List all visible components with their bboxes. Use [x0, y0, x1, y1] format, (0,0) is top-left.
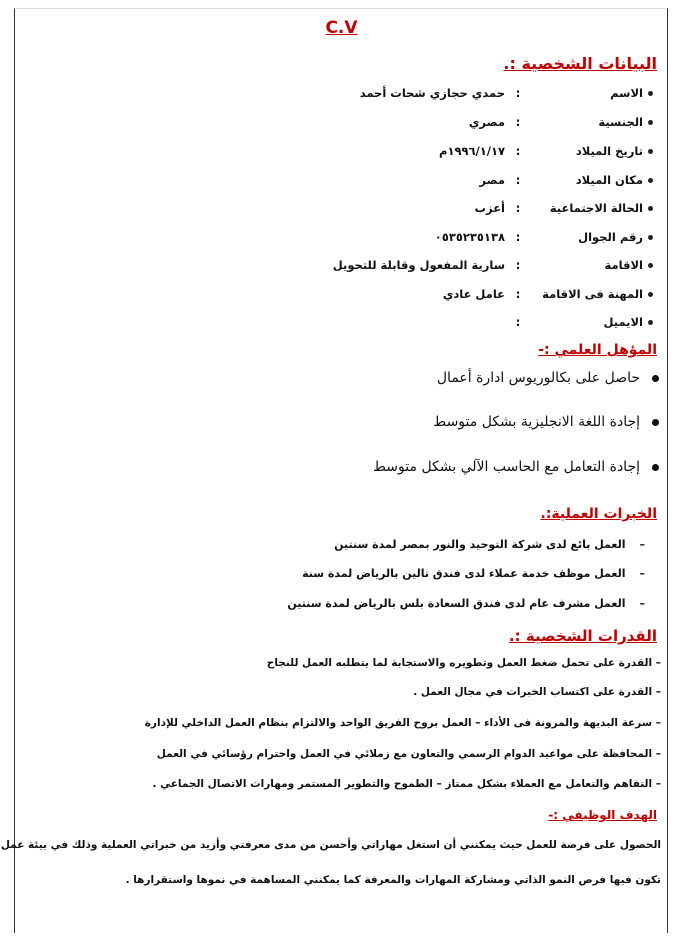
- row-label: مكان الميلاد: [575, 173, 643, 187]
- dash-icon: –: [639, 567, 645, 580]
- bullet-icon: [648, 263, 653, 268]
- personal-row-profession: [0, 287, 683, 305]
- row-separator: :: [515, 230, 521, 244]
- row-separator: :: [515, 201, 521, 215]
- abilities-heading: القدرات الشخصية :.: [508, 627, 657, 645]
- qualification-item: إجادة التعامل مع الحاسب الآلي بشكل متوسط: [373, 459, 659, 475]
- experience-item: –العمل مشرف عام لدى فندق السعادة بلس بالرياض لمدة سنتين: [287, 597, 645, 610]
- bullet-icon: [648, 91, 653, 96]
- row-label: تاريخ الميلاد: [575, 144, 643, 158]
- dash-icon: –: [639, 597, 645, 610]
- bullet-icon: [648, 320, 653, 325]
- row-label: الجنسية: [598, 115, 643, 129]
- bullet-icon: [652, 375, 659, 382]
- row-separator: :: [515, 287, 521, 301]
- row-value: مصري: [468, 115, 505, 129]
- ability-line: – سرعة البديهة والمرونة فى الأداء – العمل بروح الفريق الواحد والالتزام بنظام العمل الداخلي للإدارة: [144, 717, 661, 729]
- row-separator: :: [515, 115, 521, 129]
- ability-line: – التفاهم والتعامل مع العملاء بشكل ممتاز – الطموح والتطوير المستمر ومهارات الاتصال الجماعي .: [152, 778, 661, 790]
- row-separator: :: [515, 173, 521, 187]
- row-label: الحالة الاجتماعية: [549, 201, 643, 215]
- objective-heading: الهدف الوظيفي :-: [548, 808, 657, 822]
- row-label: الاقامة: [604, 258, 643, 272]
- row-value: عامل عادي: [442, 287, 505, 301]
- row-value: سارية المفعول وقابلة للتحويل: [332, 258, 505, 272]
- bullet-icon: [648, 235, 653, 240]
- row-value: ١٩٩٦/١/١٧م: [439, 144, 505, 158]
- experience-heading: الخبرات العملية:.: [540, 506, 657, 522]
- row-value: ٠٥٣٥٢٣٥١٣٨: [434, 230, 505, 244]
- row-label: المهنة فى الاقامة: [542, 287, 643, 301]
- dash-icon: –: [639, 538, 645, 551]
- personal-heading: البيانات الشخصية :.: [503, 54, 657, 73]
- row-value: مصر: [479, 173, 505, 187]
- bullet-icon: [648, 292, 653, 297]
- row-separator: :: [515, 86, 521, 100]
- qualification-item: إجادة اللغة الانجليزية بشكل متوسط: [433, 414, 659, 430]
- bullet-icon: [652, 464, 659, 471]
- personal-row-birthplace: [0, 173, 683, 191]
- row-label: رقم الجوال: [578, 230, 643, 244]
- bullet-icon: [648, 149, 653, 154]
- objective-line: الحصول على فرصة للعمل حيث يمكنني أن استغل مهاراتي وأحسن من مدى معرفتي وأزيد من خبراتي العملية وذلك في بيئة عمل: [0, 839, 661, 851]
- bullet-icon: [648, 178, 653, 183]
- row-value: أعزب: [474, 201, 505, 215]
- qualification-heading: المؤهل العلمي :-: [538, 342, 657, 358]
- bullet-icon: [652, 419, 659, 426]
- row-value: حمدي حجازي شحات أحمد: [359, 86, 505, 100]
- ability-line: – القدرة على اكتساب الخبرات في مجال العمل .: [413, 686, 661, 698]
- bullet-icon: [648, 206, 653, 211]
- ability-line: – القدرة على تحمل ضغط العمل وتطويره والاستجابة لما يتطلبه العمل للنجاح: [266, 657, 661, 669]
- experience-item: –العمل موظف خدمة عملاء لدى فندق تالين بالرياض لمدة سنة: [302, 567, 645, 580]
- personal-row-nationality: [0, 115, 683, 133]
- ability-line: – المحافظة على مواعيد الدوام الرسمي والتعاون مع زملائي في العمل واحترام رؤسائي في العمل: [156, 748, 661, 760]
- personal-row-residence: [0, 258, 683, 276]
- experience-item: –العمل بائع لدى شركة التوحيد والنور بمصر لمدة سنتين: [334, 538, 645, 551]
- row-separator: :: [515, 144, 521, 158]
- row-label: الاسم: [610, 86, 643, 100]
- qualification-item: حاصل على بكالوريوس ادارة أعمال: [437, 370, 659, 386]
- row-separator: :: [515, 258, 521, 272]
- objective-line: تكون فيها فرص النمو الذاتي ومشاركة المهارات والمعرفة كما يمكنني المساهمة في نموها واستقرارها .: [125, 874, 661, 886]
- personal-row-birthdate: [0, 144, 683, 162]
- personal-row-name: [0, 86, 683, 104]
- cv-title: C.V: [325, 18, 358, 38]
- personal-row-email: [0, 315, 683, 333]
- bullet-icon: [648, 120, 653, 125]
- row-label: الايميل: [603, 315, 643, 329]
- personal-row-mobile: [0, 230, 683, 248]
- row-separator: :: [515, 315, 521, 329]
- personal-row-marital: [0, 201, 683, 219]
